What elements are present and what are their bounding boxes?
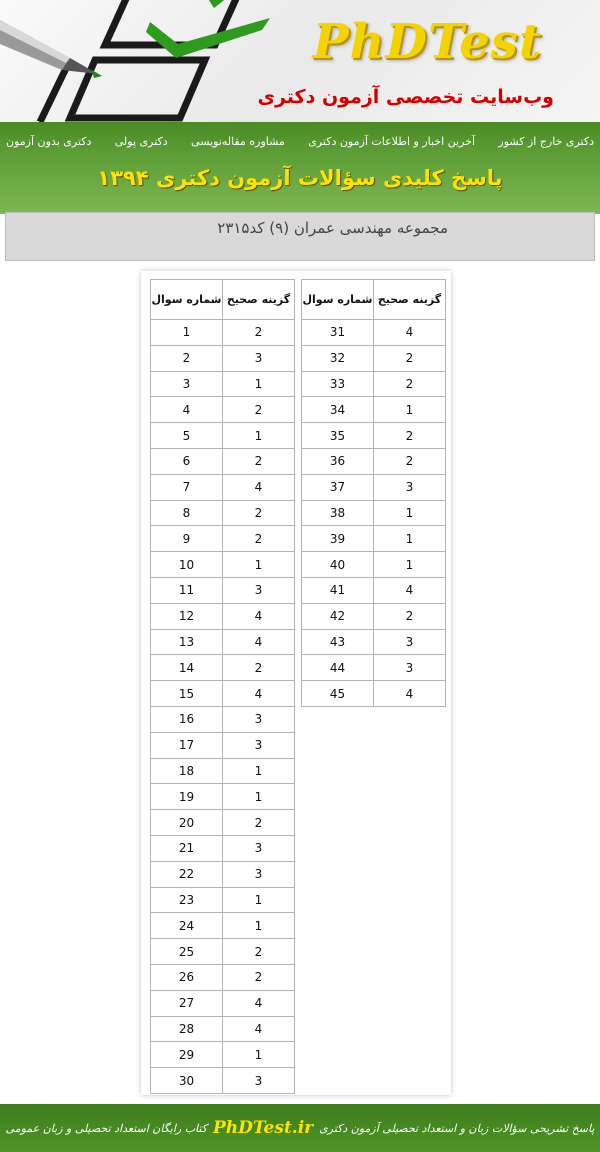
nav-item-latest-news[interactable]: آخرین اخبار و اطلاعات آزمون دکتری xyxy=(308,134,476,148)
question-number-cell: 36 xyxy=(302,448,374,474)
answer-key-panel xyxy=(141,271,451,1095)
table-row xyxy=(151,423,295,449)
header-question-number: شماره سوال xyxy=(302,280,374,320)
correct-option-cell: 4 xyxy=(223,1016,295,1042)
correct-option-cell: 3 xyxy=(223,345,295,371)
table-row xyxy=(302,526,446,552)
question-number-cell: 34 xyxy=(302,397,374,423)
table-row xyxy=(151,526,295,552)
answer-table-right xyxy=(301,279,446,707)
question-number-cell: 45 xyxy=(302,681,374,707)
table-row xyxy=(151,577,295,603)
table-row xyxy=(151,474,295,500)
site-logo[interactable]: PhDTest xyxy=(312,14,542,70)
checkmark-icon xyxy=(146,18,270,58)
table-row xyxy=(302,423,446,449)
table-row xyxy=(151,448,295,474)
question-number-cell: 12 xyxy=(151,603,223,629)
question-number-cell: 4 xyxy=(151,397,223,423)
table-row xyxy=(151,784,295,810)
correct-option-cell: 4 xyxy=(223,603,295,629)
footer-banner[interactable] xyxy=(0,1104,600,1152)
correct-option-cell: 2 xyxy=(223,500,295,526)
correct-option-cell: 2 xyxy=(223,655,295,681)
table-row xyxy=(302,655,446,681)
table-row xyxy=(302,345,446,371)
correct-option-cell: 2 xyxy=(374,345,446,371)
correct-option-cell: 2 xyxy=(374,448,446,474)
correct-option-cell: 4 xyxy=(223,990,295,1016)
correct-option-cell: 1 xyxy=(374,526,446,552)
question-number-cell: 26 xyxy=(151,964,223,990)
question-number-cell: 1 xyxy=(151,320,223,346)
question-number-cell: 43 xyxy=(302,629,374,655)
question-number-cell: 9 xyxy=(151,526,223,552)
table-row xyxy=(151,1042,295,1068)
correct-option-cell: 1 xyxy=(223,552,295,578)
question-number-cell: 32 xyxy=(302,345,374,371)
correct-option-cell: 2 xyxy=(223,939,295,965)
question-number-cell: 6 xyxy=(151,448,223,474)
table-row xyxy=(302,320,446,346)
question-number-cell: 10 xyxy=(151,552,223,578)
table-row xyxy=(151,835,295,861)
question-number-cell: 17 xyxy=(151,732,223,758)
question-number-cell: 18 xyxy=(151,758,223,784)
question-number-cell: 7 xyxy=(151,474,223,500)
table-row xyxy=(151,861,295,887)
table-row xyxy=(151,655,295,681)
nav-item-article-consulting[interactable]: مشاوره مقاله‌نویسی xyxy=(191,134,285,148)
correct-option-cell: 1 xyxy=(223,758,295,784)
header-correct-option: گزینه صحیح xyxy=(374,280,446,320)
table-row xyxy=(302,577,446,603)
correct-option-cell: 4 xyxy=(374,681,446,707)
question-number-cell: 30 xyxy=(151,1068,223,1094)
correct-option-cell: 2 xyxy=(374,371,446,397)
correct-option-cell: 3 xyxy=(223,861,295,887)
question-number-cell: 44 xyxy=(302,655,374,681)
question-number-cell: 15 xyxy=(151,681,223,707)
correct-option-cell: 2 xyxy=(374,603,446,629)
table-row xyxy=(302,448,446,474)
nav-item-phd-without-exam[interactable]: دکتری بدون آزمون xyxy=(6,134,92,148)
correct-option-cell: 4 xyxy=(223,681,295,707)
question-number-cell: 14 xyxy=(151,655,223,681)
question-number-cell: 39 xyxy=(302,526,374,552)
correct-option-cell: 2 xyxy=(223,448,295,474)
table-row xyxy=(302,603,446,629)
question-number-cell: 27 xyxy=(151,990,223,1016)
question-number-cell: 19 xyxy=(151,784,223,810)
table-row xyxy=(151,681,295,707)
correct-option-cell: 3 xyxy=(223,732,295,758)
table-row xyxy=(151,1016,295,1042)
correct-option-cell: 4 xyxy=(374,577,446,603)
table-row xyxy=(151,552,295,578)
question-number-cell: 13 xyxy=(151,629,223,655)
correct-option-cell: 1 xyxy=(374,397,446,423)
question-number-cell: 11 xyxy=(151,577,223,603)
question-number-cell: 35 xyxy=(302,423,374,449)
site-header xyxy=(0,0,600,122)
table-header-row xyxy=(302,280,446,320)
question-number-cell: 25 xyxy=(151,939,223,965)
table-row xyxy=(151,964,295,990)
header-correct-option: گزینه صحیح xyxy=(223,280,295,320)
question-number-cell: 29 xyxy=(151,1042,223,1068)
question-number-cell: 37 xyxy=(302,474,374,500)
correct-option-cell: 3 xyxy=(374,655,446,681)
answer-table-left xyxy=(150,279,295,1094)
nav-item-phd-abroad[interactable]: دکتری خارج از کشور xyxy=(498,134,594,148)
table-row xyxy=(151,887,295,913)
table-row xyxy=(302,681,446,707)
nav-item-paid-phd[interactable]: دکتری پولی xyxy=(114,134,168,148)
question-number-cell: 20 xyxy=(151,810,223,836)
question-number-cell: 22 xyxy=(151,861,223,887)
footer-text-right: پاسخ تشریحی سؤالات زبان و استعداد تحصیلی آزمون دکتری xyxy=(319,1121,595,1135)
table-row xyxy=(151,397,295,423)
question-number-cell: 24 xyxy=(151,913,223,939)
question-number-cell: 2 xyxy=(151,345,223,371)
question-number-cell: 33 xyxy=(302,371,374,397)
correct-option-cell: 1 xyxy=(374,500,446,526)
correct-option-cell: 1 xyxy=(223,423,295,449)
correct-option-cell: 4 xyxy=(223,629,295,655)
question-number-cell: 38 xyxy=(302,500,374,526)
correct-option-cell: 4 xyxy=(223,474,295,500)
correct-option-cell: 1 xyxy=(374,552,446,578)
table-row xyxy=(302,629,446,655)
question-number-cell: 8 xyxy=(151,500,223,526)
question-number-cell: 3 xyxy=(151,371,223,397)
question-number-cell: 16 xyxy=(151,706,223,732)
table-row xyxy=(151,371,295,397)
table-row xyxy=(151,603,295,629)
page-subtitle: مجموعه مهندسی عمران (۹) کد۲۳۱۵ xyxy=(217,219,448,237)
question-number-cell: 21 xyxy=(151,835,223,861)
correct-option-cell: 2 xyxy=(223,397,295,423)
table-row xyxy=(302,397,446,423)
question-number-cell: 40 xyxy=(302,552,374,578)
correct-option-cell: 1 xyxy=(223,887,295,913)
question-number-cell: 31 xyxy=(302,320,374,346)
correct-option-cell: 3 xyxy=(223,835,295,861)
correct-option-cell: 2 xyxy=(374,423,446,449)
table-row xyxy=(151,913,295,939)
page-title: پاسخ کلیدی سؤالات آزمون دکتری ۱۳۹۴ xyxy=(97,166,503,190)
correct-option-cell: 3 xyxy=(374,474,446,500)
table-header-row xyxy=(151,280,295,320)
table-row xyxy=(151,629,295,655)
header-question-number: شماره سوال xyxy=(151,280,223,320)
nav-band xyxy=(0,122,600,214)
table-row xyxy=(151,320,295,346)
footer-text-left: کتاب رایگان استعداد تحصیلی و زبان عمومی xyxy=(5,1121,207,1135)
table-row xyxy=(151,1068,295,1094)
question-number-cell: 28 xyxy=(151,1016,223,1042)
correct-option-cell: 4 xyxy=(374,320,446,346)
correct-option-cell: 2 xyxy=(223,526,295,552)
checklist-pen-illustration xyxy=(0,0,290,122)
checkbox-icon xyxy=(70,60,205,118)
correct-option-cell: 1 xyxy=(223,784,295,810)
top-nav xyxy=(0,122,600,160)
table-row xyxy=(151,810,295,836)
table-row xyxy=(151,732,295,758)
table-row xyxy=(151,345,295,371)
correct-option-cell: 2 xyxy=(223,320,295,346)
correct-option-cell: 3 xyxy=(374,629,446,655)
table-row xyxy=(151,990,295,1016)
table-row xyxy=(151,939,295,965)
table-row xyxy=(302,474,446,500)
correct-option-cell: 3 xyxy=(223,706,295,732)
table-row xyxy=(302,552,446,578)
footer-brand[interactable]: PhDTest.ir xyxy=(212,1118,314,1138)
correct-option-cell: 1 xyxy=(223,913,295,939)
correct-option-cell: 2 xyxy=(223,810,295,836)
subtitle-box xyxy=(5,212,595,261)
question-number-cell: 5 xyxy=(151,423,223,449)
question-number-cell: 42 xyxy=(302,603,374,629)
correct-option-cell: 1 xyxy=(223,371,295,397)
correct-option-cell: 2 xyxy=(223,964,295,990)
site-tagline: وب‌سایت تخصصی آزمون دکتری xyxy=(257,86,554,108)
correct-option-cell: 3 xyxy=(223,577,295,603)
table-row xyxy=(151,758,295,784)
correct-option-cell: 1 xyxy=(223,1042,295,1068)
correct-option-cell: 3 xyxy=(223,1068,295,1094)
table-row xyxy=(151,706,295,732)
table-row xyxy=(302,500,446,526)
question-number-cell: 23 xyxy=(151,887,223,913)
table-row xyxy=(302,371,446,397)
table-row xyxy=(151,500,295,526)
question-number-cell: 41 xyxy=(302,577,374,603)
